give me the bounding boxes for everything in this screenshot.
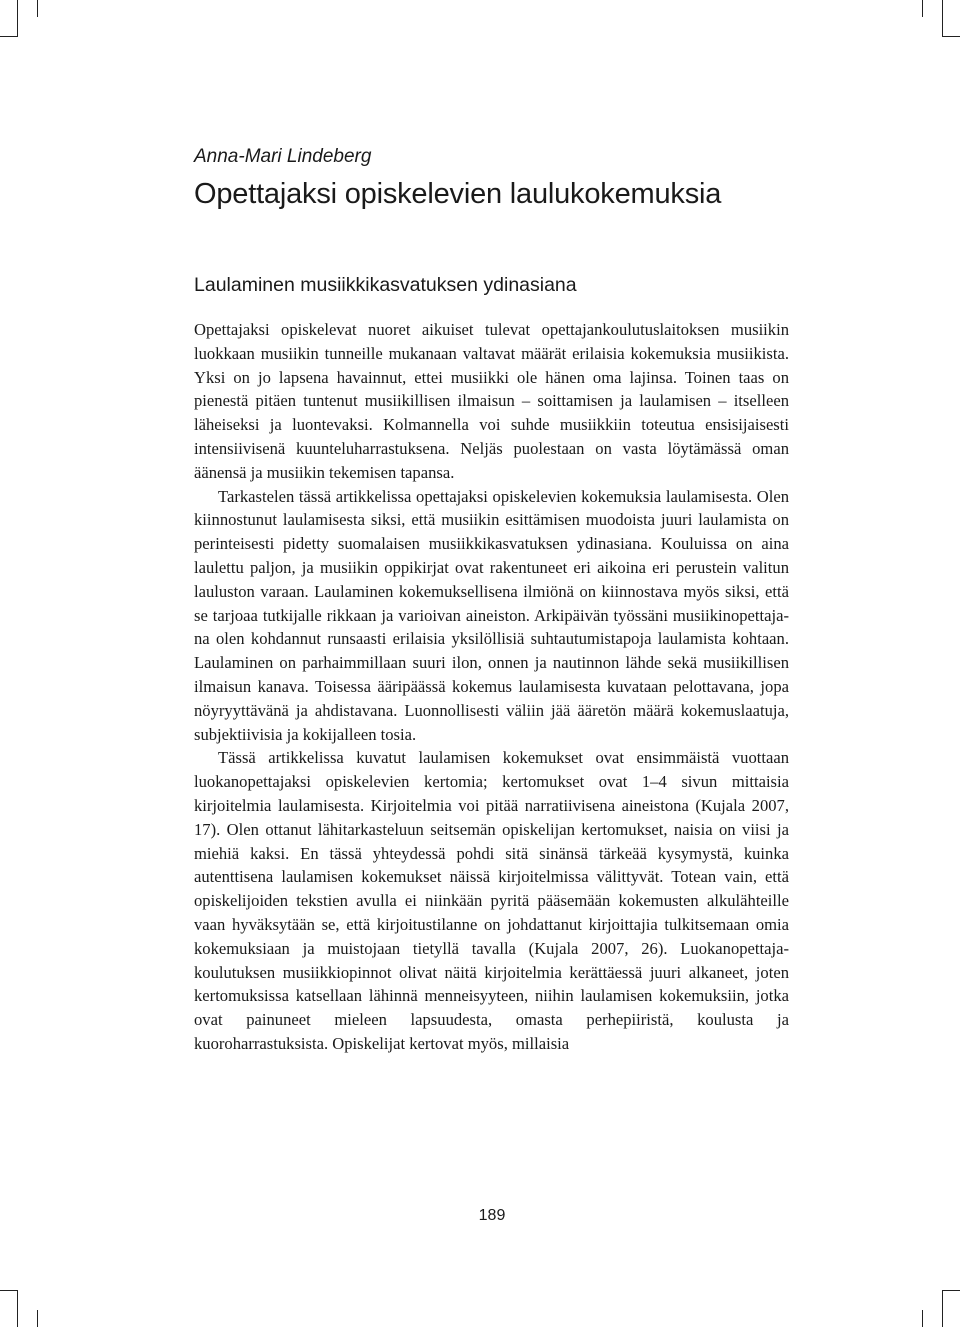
crop-mark-bottom-right-inner bbox=[922, 1310, 923, 1327]
page-number: 189 bbox=[478, 1207, 506, 1224]
crop-mark-top-left-inner bbox=[37, 0, 38, 17]
paragraph: Tässä artikkelissa kuvatut laulamisen kokemukset ovat ensimmäistä vuottaan luokanopettajaksi opiskelevien kertomia; kertomukset ovat 1–4 sivun mittaisia kirjoitelmia laulamisesta. Kirjoitelmia voi pitää narratiivisena aineistona (Kujala 2007, 17). Olen ottanut lähitarkasteluun seitsemän opiskelijan kertomukset, naisia on viisi ja miehiä kaksi. En tässä yhteydessä pohdi sitä sinänsä tärkeää kysymystä, kuinka autenttisena laulamisen kokemukset näissä kirjoitelmissa välittyvät. Totean vain, että opiskelijoiden tekstien avulla ei niinkään pyritä pääsemään kokemusten alkulähteille vaan hyväksytään se, että kirjoitustilanne on johdattanut kirjoittajia tulkitsemaan omia kokemuksiaan ja muistojaan tietyllä tavalla (Kujala 2007, 26). Luokanopettajakoulutuksen musiikkiopinnot olivat näitä kirjoitelmia kerättäessä juuri alkaneet, joten kertomuksissa katsellaan lähinnä menneisyyteen, niihin laulamisen kokemuksiin, jotka ovat painuneet mieleen lapsuudesta, omasta perhepiiristä, koulusta ja kuoroharrastuksista. Opiskelijat kertovat myös, millaisia bbox=[194, 748, 789, 1053]
section-heading: Laulaminen musiikkikasvatuksen ydinasiana bbox=[194, 274, 577, 296]
article-title: Opettajaksi opiskelevien laulukokemuksia bbox=[194, 178, 722, 210]
paragraph: Opettajaksi opiskelevat nuoret aikuiset tulevat opettajankoulutuslaitoksen musiikin luokkaan musiikin tunneille mukanaan valtavat määrät erilaisia kokemuksia musiikista. Yksi on jo lapsena havainnut, ettei musiikki ole hänen oma lajinsa. Toinen taas on pienestä pitäen tuntenut musiikillisen ilmaisun – soittamisen ja laulamisen – itselleen läheiseksi ja luontevaksi. Kolmannella voi suhde musiikkiin toteutua ensisijaisesti intensiivisenä kuunteluharrastuksena. Neljäs puolestaan on vasta löytämässä oman äänensä ja musiikin tekemisen tapansa. bbox=[194, 320, 789, 482]
crop-mark-bottom-left-inner bbox=[37, 1310, 38, 1327]
article-author: Anna-Mari Lindeberg bbox=[194, 146, 372, 167]
crop-mark-top-left-horizontal bbox=[0, 36, 17, 37]
crop-mark-top-left-vertical bbox=[17, 0, 18, 37]
article-body bbox=[194, 318, 789, 1056]
crop-mark-top-right-vertical bbox=[942, 0, 943, 37]
crop-mark-bottom-left-horizontal bbox=[0, 1290, 17, 1291]
paragraph: Tarkastelen tässä artikkelissa opettajaksi opiskelevien kokemuksia laulamisesta. Olen kiinnostunut laulamisesta siksi, että musiikin esittämisen muodoista juuri laulamista on perinteisesti pidetty suomalaisen musiikkikasvatuksen ydinasiana. Kouluissa on aina laulettu paljon, ja musiikin oppikirjat ovat rakentuneet eri aikoina eri perustein valitun lauluston varaan. Laulaminen kokemuksellisena ilmiönä on kiinnostava myös siksi, että se tarjoaa tutkijalle rikkaan ja varioivan aineiston. Arkipäivän työssäni musiikinopettajana olen kohdannut runsaasti erilaisia yksilöllisiä suhtautumistapoja laulamista kohtaan. Laulaminen on parhaimmillaan suuri ilon, onnen ja nautinnon lähde sekä musiikillisen ilmaisun kanava. Toisessa ääripäässä kokemus laulamisesta kuvataan pelottavana, jopa nöyryyttävänä ja ahdistavana. Luonnollisesti väliin jää ääretön määrä kokemuslaatuja, subjektiivisia ja kokijalleen tosia. bbox=[194, 486, 789, 744]
crop-mark-top-right-horizontal bbox=[943, 36, 960, 37]
crop-mark-bottom-left-vertical bbox=[17, 1290, 18, 1327]
crop-mark-bottom-right-vertical bbox=[942, 1290, 943, 1327]
crop-mark-top-right-inner bbox=[922, 0, 923, 17]
crop-mark-bottom-right-horizontal bbox=[943, 1290, 960, 1291]
